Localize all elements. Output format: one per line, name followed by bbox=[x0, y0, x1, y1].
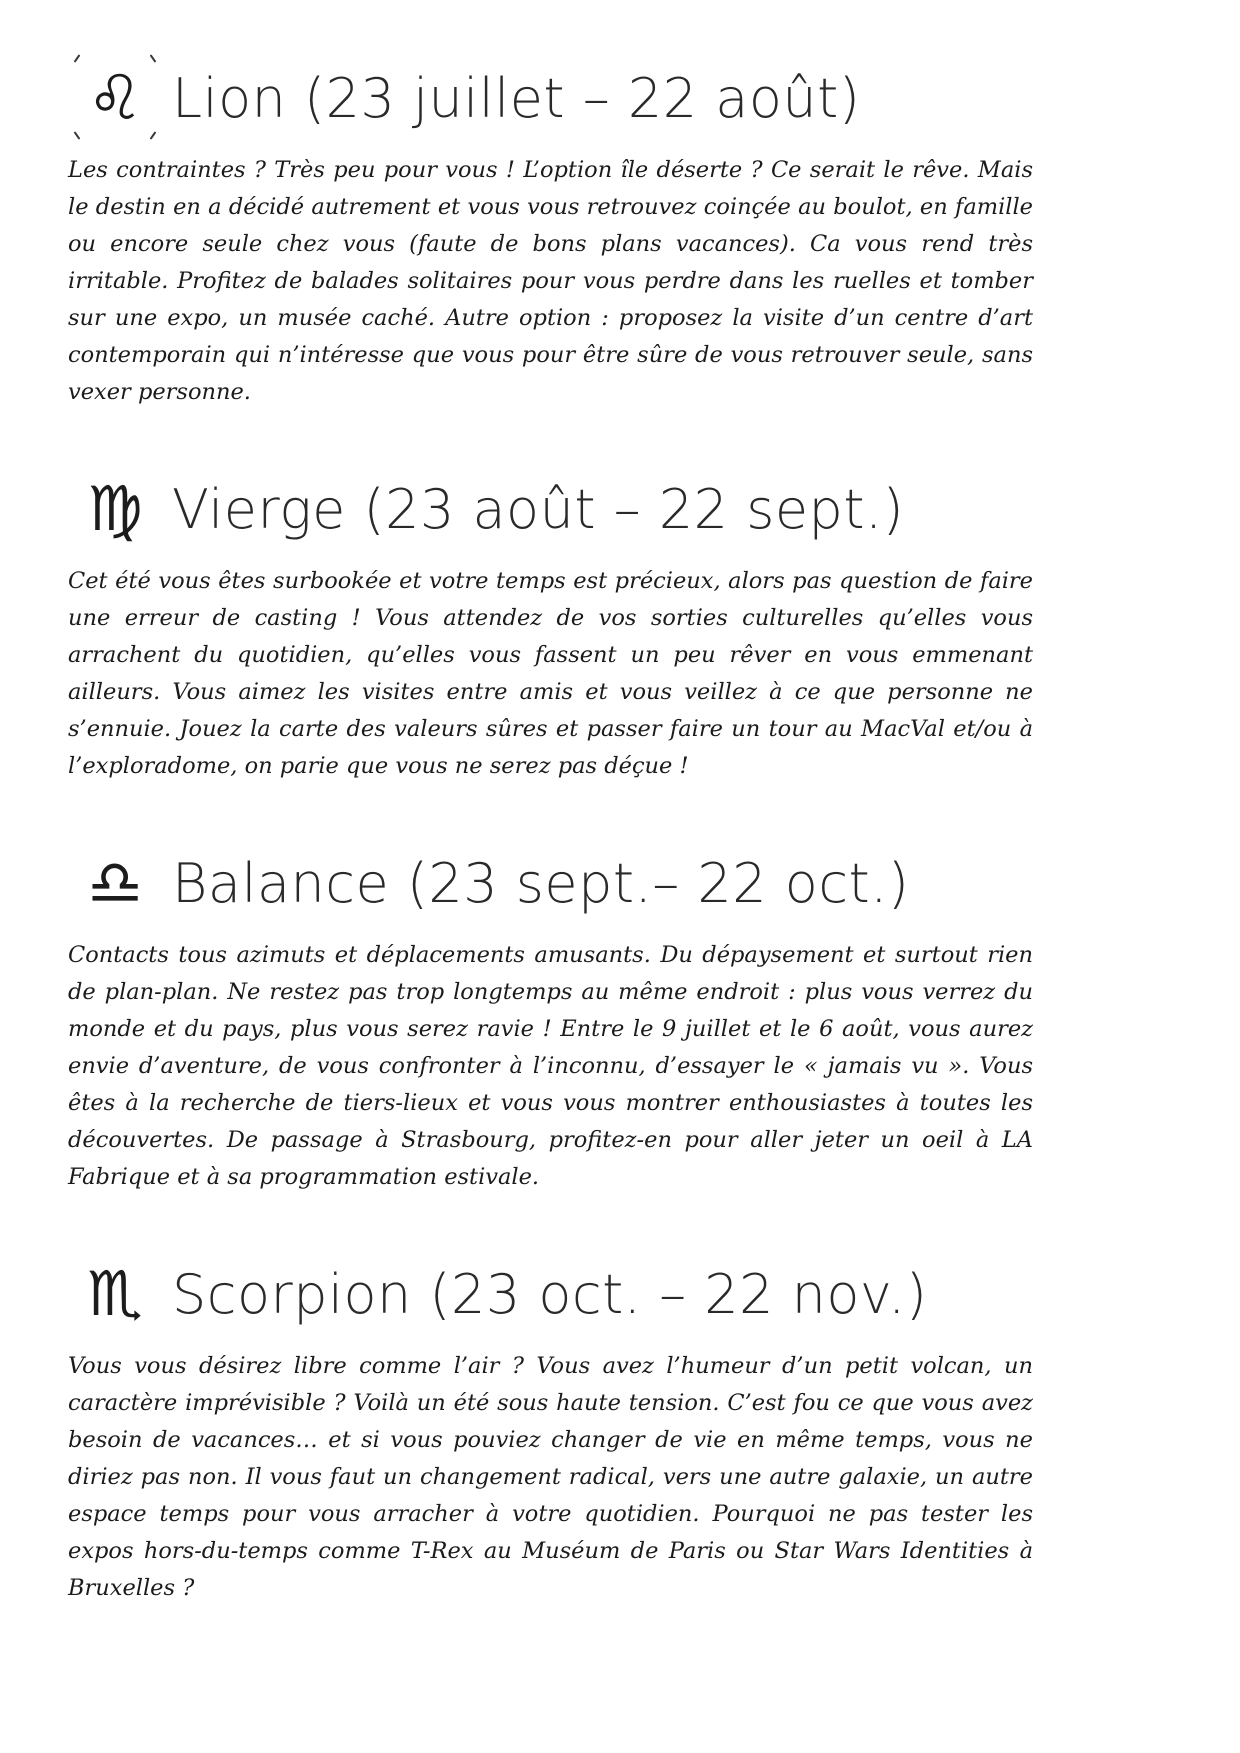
crop-mark-icon bbox=[74, 54, 81, 63]
crop-mark-icon bbox=[150, 131, 157, 140]
section-scorpion-body: Vous vous désirez libre comme l’air ? Vous avez l’humeur d’un petit volcan, un caractère imprévisible ? Voilà un été sous haute tension. C’est fou ce que vous avez besoin de vacances… et si vous pouviez changer de vie en même temps, vous ne diriez pas non. Il vous faut un changement radical, vers une autre galaxie, un autre espace temps pour vous arracher à votre quotidien. Pourquoi ne pas tester les expos hors-du-temps comme T-Rex au Muséum de Paris ou Star Wars Identities à Bruxelles ? bbox=[68, 1353, 1033, 1601]
section-scorpion-heading-row bbox=[82, 1254, 1170, 1334]
section-lion-title: Lion (23 juillet – 22 août) bbox=[172, 66, 861, 130]
scorpio-glyph: ♏ bbox=[87, 1257, 143, 1330]
section-lion-body: Les contraintes ? Très peu pour vous ! L’option île déserte ? Ce serait le rêve. Mais le destin en a décidé autrement et vous vous retrouvez coinçée au boulot, en famille ou encore seule chez vous (faute de bons plans vacances). Ca vous rend très irritable. Profitez de balades solitaires pour vous perdre dans les ruelles et tomber sur une expo, un musée caché. Autre option : proposez la visite d’un centre d’art contemporain qui n’intéresse que vous pour être sûre de vous retrouver seule, sans vexer personne. bbox=[68, 157, 1033, 405]
section-scorpion bbox=[68, 1254, 1170, 1607]
crop-mark-icon bbox=[150, 54, 157, 63]
leo-icon bbox=[82, 58, 148, 138]
section-balance-heading-row bbox=[82, 843, 1170, 923]
virgo-glyph: ♍ bbox=[87, 472, 143, 545]
section-lion bbox=[68, 58, 1170, 411]
leo-glyph: ♌ bbox=[87, 61, 143, 134]
scorpio-icon bbox=[82, 1254, 148, 1334]
section-vierge-body: Cet été vous êtes surbookée et votre temps est précieux, alors pas question de faire une erreur de casting ! Vous attendez de vos sorties culturelles qu’elles vous arrachent du quotidien, qu’elles vous fassent un peu rêver en vous emmenant ailleurs. Vous aimez les visites entre amis et vous veillez à ce que personne ne s’ennuie. Jouez la carte des valeurs sûres et passer faire un tour au MacVal et/ou à l’exploradome, on parie que vous ne serez pas déçue ! bbox=[68, 568, 1033, 779]
virgo-icon bbox=[82, 469, 148, 549]
section-vierge-heading-row bbox=[82, 469, 1170, 549]
libra-glyph: ♎ bbox=[87, 846, 143, 919]
section-balance bbox=[68, 843, 1170, 1196]
section-balance-body: Contacts tous azimuts et déplacements amusants. Du dépaysement et surtout rien de plan-plan. Ne restez pas trop longtemps au même endroit : plus vous verrez du monde et du pays, plus vous serez ravie ! Entre le 9 juillet et le 6 août, vous aurez envie d’aventure, de vous confronter à l’inconnu, d’essayer le « jamais vu ». Vous êtes à la recherche de tiers-lieux et vous vous montrer enthousiastes à toutes les découvertes. De passage à Strasbourg, profitez-en pour aller jeter un oeil à LA Fabrique et à sa programmation estivale. bbox=[68, 942, 1033, 1190]
section-vierge bbox=[68, 469, 1170, 785]
libra-icon bbox=[82, 843, 148, 923]
section-vierge-title: Vierge (23 août – 22 sept.) bbox=[172, 477, 905, 541]
section-lion-heading-row bbox=[82, 58, 1170, 138]
section-balance-title: Balance (23 sept.– 22 oct.) bbox=[172, 851, 910, 915]
crop-mark-icon bbox=[74, 131, 81, 140]
section-scorpion-title: Scorpion (23 oct. – 22 nov.) bbox=[172, 1262, 928, 1326]
